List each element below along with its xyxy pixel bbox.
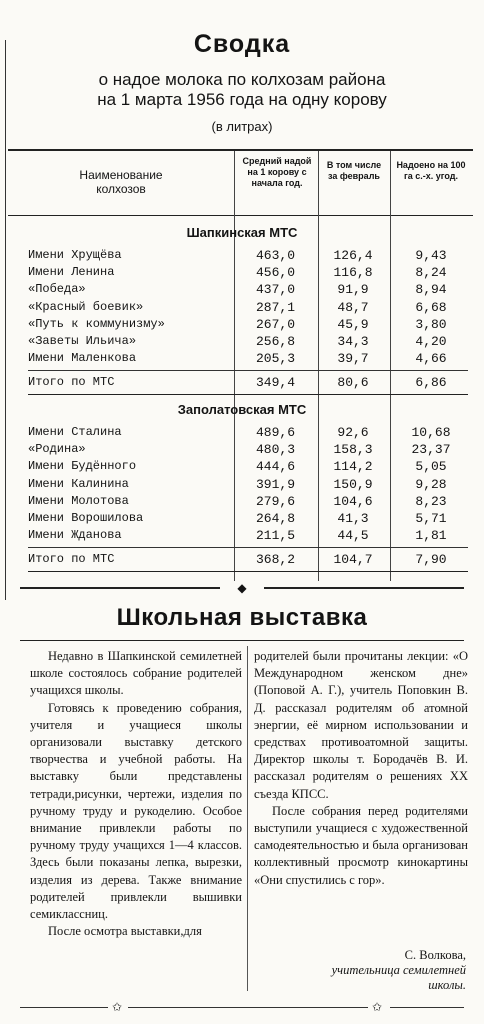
table-row — [0, 316, 484, 333]
total-rule — [28, 547, 468, 548]
feb-yield: 48,7 — [337, 299, 369, 315]
header-name-line2: колхозов — [96, 182, 146, 196]
footer-line — [128, 1007, 368, 1008]
footer-rule — [20, 1002, 464, 1014]
avg-yield: 444,6 — [255, 459, 295, 475]
farm-name: Имени Будённого — [28, 459, 137, 474]
header-col-avg: Средний надой на 1 корову с начала год. — [242, 156, 312, 188]
table-row — [0, 299, 484, 316]
avg-yield: 287,1 — [255, 299, 295, 315]
feb-yield: 34,3 — [337, 334, 369, 349]
table-row — [0, 424, 484, 441]
farm-name: Имени Ворошилова — [28, 511, 144, 525]
avg-yield: 205,3 — [255, 351, 295, 367]
feb-yield: 104,6 — [333, 493, 373, 509]
yield-per-100ha: 5,05 — [415, 459, 447, 475]
table-units: (в литрах) — [211, 119, 273, 134]
feb-yield: 91,9 — [337, 282, 369, 298]
farm-name: Имени Калинина — [28, 476, 129, 491]
table-subtitle-line2: на 1 марта 1956 года на одну корову — [97, 90, 387, 109]
table-top-rule — [8, 149, 473, 151]
total-rule — [28, 370, 468, 371]
star-ornament-icon: ✩ — [372, 1000, 383, 1014]
article-paragraph: родителей были прочитаны лекции: «О Международном женском дне» (Поповой А. Г.), учитель Поповкин В. Д. рассказал родителям об атомной энергии, её мирном использовании и средствах противоатомной защиты. Директор школы т. Бородачёв В. И. рассказал родителям о решениях XX съезда КПСС. — [254, 649, 468, 801]
divider-line-left — [20, 587, 220, 589]
avg-yield: 264,8 — [255, 511, 295, 526]
table-subtitle — [10, 70, 474, 110]
farm-name: Имени Хрущёва — [28, 248, 122, 262]
feb-yield: 126,4 — [333, 248, 373, 263]
article-paragraph: Готовясь к проведению собрания, учителя и учащиеся школы организовали выставку детского творчества и учебной работы. На выставку были представлены тетради,рисунки, чертежи, изделия по ручному труду и рукоделию. Особое внимание привлекли работы по ручному труду учащихся 1—4 классов. Здесь были показаны лепка, вырезки, изделия из дерева. Также внимание родителей привлекли вышивки семиклассниц. — [30, 700, 242, 922]
section-end-rule — [28, 394, 468, 395]
yield-per-100ha: 4,66 — [415, 351, 447, 367]
table-subtitle-line1: о надое молока по колхозам района — [98, 70, 386, 89]
farm-name: Имени Жданова — [28, 528, 122, 543]
article-column-left — [30, 648, 242, 940]
signature-name: С. Волкова, — [404, 948, 466, 962]
farm-name: Имени Ленина — [28, 265, 115, 280]
table-title: Сводка — [193, 30, 291, 58]
table-row — [0, 458, 484, 475]
table-row — [0, 350, 484, 367]
table-row — [0, 247, 484, 264]
signature-role-line1: учительница семилетней — [331, 963, 466, 977]
avg-yield: 267,0 — [255, 316, 295, 332]
header-name — [10, 168, 232, 196]
feb-yield: 158,3 — [333, 442, 373, 458]
column-rule — [247, 646, 248, 991]
total-row — [0, 551, 484, 568]
yield-per-100ha: 9,43 — [415, 248, 447, 263]
avg-yield: 463,0 — [255, 248, 295, 263]
feb-yield: 41,3 — [337, 511, 369, 526]
header-col-per100ha: Надоено на 100 га с.-х. угод. — [396, 160, 466, 181]
section-title: Заполатовская МТС — [177, 402, 307, 417]
farm-name: «Родина» — [28, 442, 86, 457]
avg-yield: 437,0 — [255, 282, 295, 298]
farm-name: «Красный боевик» — [28, 299, 144, 314]
yield-per-100ha: 6,68 — [415, 299, 447, 315]
footer-line — [390, 1007, 464, 1008]
table-row — [0, 281, 484, 298]
table-row — [0, 476, 484, 493]
farm-name: Имени Молотова — [28, 493, 129, 508]
feb-yield: 45,9 — [337, 316, 369, 332]
yield-per-100ha: 8,94 — [415, 282, 447, 298]
yield-per-100ha: 6,86 — [415, 375, 447, 391]
avg-yield: 368,2 — [255, 552, 295, 568]
section-divider — [20, 582, 464, 594]
avg-yield: 391,9 — [255, 476, 295, 492]
feb-yield: 104,7 — [333, 552, 373, 568]
yield-per-100ha: 5,71 — [415, 511, 447, 526]
avg-yield: 456,0 — [255, 265, 295, 281]
yield-per-100ha: 7,90 — [415, 552, 447, 568]
yield-per-100ha: 8,24 — [415, 265, 447, 281]
feb-yield: 92,6 — [337, 425, 369, 440]
yield-per-100ha: 4,20 — [415, 334, 447, 349]
divider-line-right — [264, 587, 464, 589]
yield-per-100ha: 23,37 — [411, 442, 451, 458]
yield-per-100ha: 9,28 — [415, 476, 447, 492]
avg-yield: 211,5 — [255, 528, 295, 544]
feb-yield: 116,8 — [333, 265, 373, 281]
farm-name: Имени Сталина — [28, 425, 122, 439]
yield-per-100ha: 8,23 — [415, 493, 447, 509]
feb-yield: 114,2 — [333, 459, 373, 475]
table-row — [0, 493, 484, 510]
feb-yield: 80,6 — [337, 375, 369, 391]
avg-yield: 279,6 — [255, 493, 295, 509]
diamond-ornament-icon: ◆ — [237, 581, 247, 595]
table-row — [0, 333, 484, 350]
article-paragraph: После осмотра выставки,для — [48, 924, 202, 939]
table-row — [0, 527, 484, 544]
farm-name: Имени Маленкова — [28, 351, 137, 366]
section-end-rule — [28, 571, 468, 572]
total-row — [0, 374, 484, 391]
table-row — [0, 264, 484, 281]
yield-per-100ha: 3,80 — [415, 316, 447, 332]
table-header-rule — [8, 215, 473, 216]
footer-line — [20, 1007, 108, 1008]
article-title-rule — [20, 640, 464, 641]
yield-per-100ha: 10,68 — [411, 425, 451, 440]
avg-yield: 349,4 — [255, 375, 295, 391]
article-paragraph: Недавно в Шапкинской семилетней школе состоялось собрание родителей учащихся школы. — [30, 649, 242, 698]
feb-yield: 39,7 — [337, 351, 369, 367]
avg-yield: 489,6 — [255, 425, 295, 440]
farm-name: «Путь к коммунизму» — [28, 316, 165, 331]
farm-name: Итого по МТС — [28, 375, 115, 390]
header-col-feb: В том числе за февраль — [326, 160, 382, 181]
table-row — [0, 441, 484, 458]
feb-yield: 44,5 — [337, 528, 369, 544]
avg-yield: 256,8 — [255, 334, 295, 349]
article-column-right — [254, 648, 468, 889]
signature-role-line2: школы. — [428, 978, 466, 992]
header-name-line1: Наименование — [79, 168, 163, 182]
yield-per-100ha: 1,81 — [415, 528, 447, 544]
section-title: Шапкинская МТС — [186, 225, 298, 240]
farm-name: Итого по МТС — [28, 552, 115, 567]
star-ornament-icon: ✩ — [112, 1000, 123, 1014]
article-paragraph: После собрания перед родителями выступили учащиеся с художественной самодеятельностью и была организован коллективный просмотр кинокартины «Они спустились с гор». — [254, 803, 468, 887]
article-title: Школьная выставка — [116, 604, 368, 631]
farm-name: «Заветы Ильича» — [28, 334, 137, 348]
article-signature — [332, 948, 466, 993]
avg-yield: 480,3 — [255, 442, 295, 458]
feb-yield: 150,9 — [333, 476, 373, 492]
table-row — [0, 510, 484, 527]
farm-name: «Победа» — [28, 282, 86, 297]
